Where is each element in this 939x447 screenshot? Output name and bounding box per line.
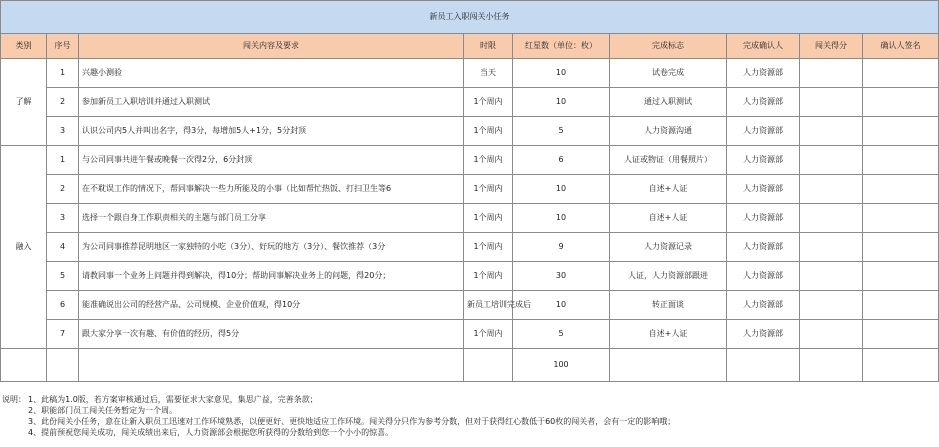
row-signature[interactable] (863, 233, 939, 262)
row-content[interactable]: 请教同事一个业务上问题并得到解决，得10分；帮助同事解决业务上的问题，得20分； (79, 262, 464, 291)
row-limit[interactable]: 1个周内 (464, 320, 513, 349)
row-mark[interactable]: 通过入职测试 (610, 88, 727, 117)
row-mark[interactable]: 人证，人力资源部跟进 (610, 262, 727, 291)
blank-cell (79, 349, 464, 382)
row-score[interactable] (800, 320, 863, 349)
row-confirmer[interactable]: 人力资源部 (727, 262, 800, 291)
note-text: 3、此份闯关小任务，意在让新入职员工迅速对工作环境熟悉，以便更好、更快地适应工作环境。闯关得分只作为参考分数，但对于获得红心数低于60枚的闯关者，会有一定的影响哦； (28, 417, 676, 426)
row-mark[interactable]: 转正面谈 (610, 291, 727, 320)
header-score: 闯关得分 (800, 34, 863, 59)
row-content[interactable]: 参加新员工入职培训并通过入职测试 (79, 88, 464, 117)
blank-cell (727, 349, 800, 382)
row-signature[interactable] (863, 146, 939, 175)
row-signature[interactable] (863, 320, 939, 349)
note-line (2, 416, 936, 427)
row-stars[interactable]: 5 (513, 320, 610, 349)
row-limit[interactable]: 1个周内 (464, 204, 513, 233)
row-content[interactable]: 为公司同事推荐昆明地区一家独特的小吃（3分）、好玩的地方（3分）、餐饮推荐（3分 (79, 233, 464, 262)
table-row (1, 117, 939, 146)
row-content[interactable]: 能准确说出公司的经营产品、公司规模、企业价值观，得10分 (79, 291, 464, 320)
row-confirmer[interactable]: 人力资源部 (727, 88, 800, 117)
row-content[interactable]: 兴趣小测验 (79, 59, 464, 88)
row-stars[interactable]: 9 (513, 233, 610, 262)
row-number[interactable]: 3 (47, 117, 79, 146)
row-stars[interactable]: 6 (513, 146, 610, 175)
row-signature[interactable] (863, 117, 939, 146)
row-confirmer[interactable]: 人力资源部 (727, 320, 800, 349)
row-score[interactable] (800, 204, 863, 233)
table-row (1, 59, 939, 88)
row-limit[interactable]: 1个周内 (464, 146, 513, 175)
total-stars[interactable]: 100 (513, 349, 610, 382)
category-understand: 了解 (1, 59, 47, 146)
header-completion-mark: 完成标志 (610, 34, 727, 59)
page-title: 新员工入职闯关小任务 (1, 1, 939, 34)
row-number[interactable]: 2 (47, 175, 79, 204)
note-line (2, 405, 936, 416)
row-limit[interactable]: 1个周内 (464, 233, 513, 262)
row-stars[interactable]: 5 (513, 117, 610, 146)
header-number: 序号 (47, 34, 79, 59)
row-number[interactable]: 3 (47, 204, 79, 233)
notes-section (2, 394, 936, 438)
note-line (2, 394, 936, 405)
row-number[interactable]: 7 (47, 320, 79, 349)
row-mark[interactable]: 自述+人证 (610, 204, 727, 233)
row-mark[interactable]: 人证或物证（用餐照片） (610, 146, 727, 175)
blank-cell (800, 349, 863, 382)
note-text: 2、职能部门员工闯关任务暂定为一个周。 (28, 406, 178, 415)
blank-cell (610, 349, 727, 382)
row-mark[interactable]: 自述+人证 (610, 320, 727, 349)
row-confirmer[interactable]: 人力资源部 (727, 291, 800, 320)
row-stars[interactable]: 10 (513, 204, 610, 233)
row-limit[interactable]: 1个周内 (464, 262, 513, 291)
table-row (1, 291, 939, 320)
header-signature: 确认人签名 (863, 34, 939, 59)
row-limit[interactable]: 新员工培训完成后 (464, 291, 513, 320)
row-score[interactable] (800, 146, 863, 175)
row-score[interactable] (800, 88, 863, 117)
row-number[interactable]: 1 (47, 146, 79, 175)
row-mark[interactable]: 试卷完成 (610, 59, 727, 88)
note-line (2, 427, 936, 438)
row-score[interactable] (800, 291, 863, 320)
total-row (1, 349, 939, 382)
row-number[interactable]: 2 (47, 88, 79, 117)
table-row (1, 175, 939, 204)
row-score[interactable] (800, 233, 863, 262)
row-content[interactable]: 认识公司内5人并叫出名字，得3分，每增加5人+1分，5分封顶 (79, 117, 464, 146)
row-content[interactable]: 与公司同事共进午餐或晚餐一次得2分，6分封顶 (79, 146, 464, 175)
notes-label: 说明： (2, 395, 26, 404)
row-signature[interactable] (863, 262, 939, 291)
row-limit[interactable]: 1个周内 (464, 88, 513, 117)
row-stars[interactable]: 10 (513, 88, 610, 117)
row-content[interactable]: 在不耽误工作的情况下，帮同事解决一些力所能及的小事（比如帮忙热饭、打扫卫生等6 (79, 175, 464, 204)
row-limit[interactable]: 当天 (464, 59, 513, 88)
header-time-limit: 时限 (464, 34, 513, 59)
row-signature[interactable] (863, 204, 939, 233)
row-signature[interactable] (863, 175, 939, 204)
row-mark[interactable]: 人力资源记录 (610, 233, 727, 262)
note-text: 4、提前预祝您闯关成功，闯关成绩出来后，人力资源部会根据您所获得的分数给到您一个小小的惊喜。 (28, 428, 394, 437)
table-row (1, 88, 939, 117)
row-score[interactable] (800, 59, 863, 88)
table-row (1, 146, 939, 175)
row-stars[interactable]: 30 (513, 262, 610, 291)
row-confirmer[interactable]: 人力资源部 (727, 233, 800, 262)
blank-cell (863, 349, 939, 382)
row-confirmer[interactable]: 人力资源部 (727, 146, 800, 175)
row-score[interactable] (800, 175, 863, 204)
row-stars[interactable]: 10 (513, 59, 610, 88)
header-category: 类别 (1, 34, 47, 59)
row-signature[interactable] (863, 291, 939, 320)
header-row (1, 34, 939, 59)
row-number[interactable]: 4 (47, 233, 79, 262)
table-row (1, 204, 939, 233)
row-confirmer[interactable]: 人力资源部 (727, 117, 800, 146)
note-text: 1、此稿为1.0版，若方案审核通过后，需要征求大家意见，集思广益，完善条款； (28, 395, 318, 404)
table-row (1, 320, 939, 349)
row-confirmer[interactable]: 人力资源部 (727, 175, 800, 204)
row-number[interactable]: 1 (47, 59, 79, 88)
row-content[interactable]: 选择一个跟自身工作职责相关的主题与部门员工分享 (79, 204, 464, 233)
row-signature[interactable] (863, 88, 939, 117)
blank-cell (1, 349, 47, 382)
blank-cell (47, 349, 79, 382)
row-score[interactable] (800, 262, 863, 291)
blank-cell (464, 349, 513, 382)
row-signature[interactable] (863, 59, 939, 88)
row-confirmer[interactable]: 人力资源部 (727, 204, 800, 233)
row-mark[interactable]: 自述+人证 (610, 175, 727, 204)
row-limit[interactable]: 1个周内 (464, 117, 513, 146)
row-limit[interactable]: 1个周内 (464, 175, 513, 204)
row-confirmer[interactable]: 人力资源部 (727, 59, 800, 88)
row-score[interactable] (800, 117, 863, 146)
row-number[interactable]: 6 (47, 291, 79, 320)
row-stars[interactable]: 10 (513, 291, 610, 320)
category-integrate: 融入 (1, 146, 47, 349)
table-row (1, 233, 939, 262)
row-content[interactable]: 跟大家分享一次有趣、有价值的经历，得5分 (79, 320, 464, 349)
row-mark[interactable]: 人力资源沟通 (610, 117, 727, 146)
row-number[interactable]: 5 (47, 262, 79, 291)
table-row (1, 262, 939, 291)
header-stars: 红星数（单位：枚） (513, 34, 610, 59)
header-confirmer: 完成确认人 (727, 34, 800, 59)
header-content: 闯关内容及要求 (79, 34, 464, 59)
row-stars[interactable]: 10 (513, 175, 610, 204)
